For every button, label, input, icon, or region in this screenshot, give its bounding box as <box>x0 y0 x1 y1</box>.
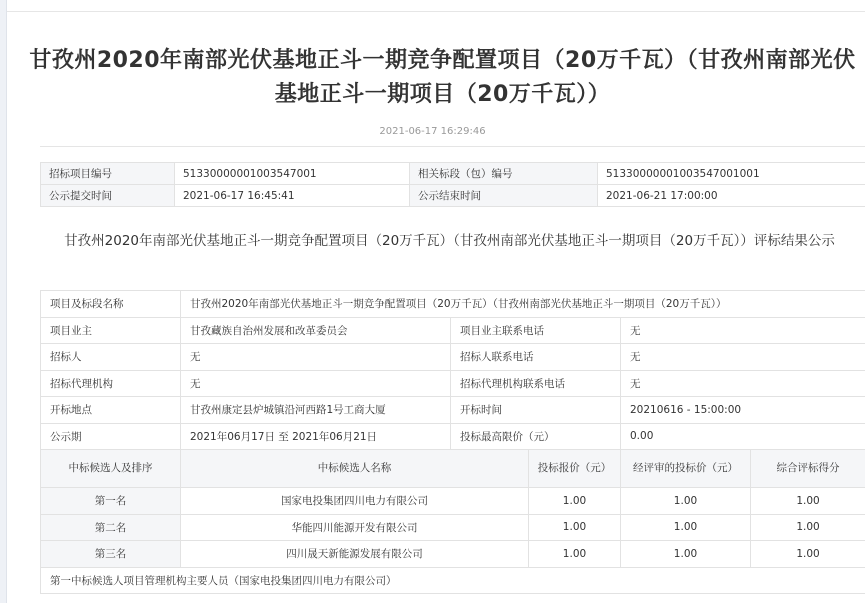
top-edge-rule <box>7 0 865 12</box>
candidate-row <box>41 488 865 515</box>
owner-phone-value: 无 <box>621 317 865 344</box>
candidate-row <box>41 541 865 568</box>
project-code-value: 51330000001003547001 <box>175 163 410 185</box>
table-row <box>41 397 865 424</box>
candidate-rank: 第一名 <box>41 488 181 515</box>
score-header: 综合评标得分 <box>751 450 865 488</box>
candidate-rank: 第二名 <box>41 514 181 541</box>
owner-label: 项目业主 <box>41 317 181 344</box>
project-name-label: 项目及标段名称 <box>41 291 181 318</box>
max-price-label: 投标最高限价（元） <box>451 423 621 450</box>
candidate-name: 华能四川能源开发有限公司 <box>181 514 529 541</box>
bid-price-header: 投标报价（元） <box>529 450 621 488</box>
agent-label: 招标代理机构 <box>41 370 181 397</box>
reviewed-price-header: 经评审的投标价（元） <box>621 450 751 488</box>
max-price-value: 0.00 <box>621 423 865 450</box>
open-time-label: 开标时间 <box>451 397 621 424</box>
owner-value: 甘孜藏族自治州发展和改革委员会 <box>181 317 451 344</box>
table-row <box>41 291 865 318</box>
owner-phone-label: 项目业主联系电话 <box>451 317 621 344</box>
tenderer-value: 无 <box>181 344 451 371</box>
candidate-name-header: 中标候选人名称 <box>181 450 529 488</box>
publish-timestamp: 2021-06-17 16:29:46 <box>379 126 486 137</box>
candidate-name: 四川晟天新能源发展有限公司 <box>181 541 529 568</box>
tenderer-phone-value: 无 <box>621 344 865 371</box>
location-label: 开标地点 <box>41 397 181 424</box>
candidate-score: 1.00 <box>751 514 865 541</box>
tender-info-table <box>40 162 865 207</box>
submit-time-label: 公示提交时间 <box>41 185 175 207</box>
agent-phone-label: 招标代理机构联系电话 <box>451 370 621 397</box>
submit-time-value: 2021-06-17 16:45:41 <box>175 185 410 207</box>
page-title: 甘孜州2020年南部光伏基地正斗一期竞争配置项目（20万千瓦）（甘孜州南部光伏基地正斗一期项目（20万千瓦）） <box>29 48 856 107</box>
announcement-subtitle: 甘孜州2020年南部光伏基地正斗一期竞争配置项目（20万千瓦）（甘孜州南部光伏基地正斗一期项目（20万千瓦））评标结果公示 <box>64 233 835 249</box>
project-name-value: 甘孜州2020年南部光伏基地正斗一期竞争配置项目（20万千瓦）（甘孜州南部光伏基地正斗一期项目（20万千瓦）） <box>181 291 865 318</box>
candidate-reviewed-price: 1.00 <box>621 514 751 541</box>
tenderer-label: 招标人 <box>41 344 181 371</box>
project-code-label: 招标项目编号 <box>41 163 175 185</box>
rank-header: 中标候选人及排序 <box>41 450 181 488</box>
end-time-label: 公示结束时间 <box>410 185 598 207</box>
candidate-header-row <box>41 450 865 488</box>
table-row <box>41 567 865 593</box>
table-row <box>41 344 865 371</box>
candidate-bid-price: 1.00 <box>529 541 621 568</box>
tenderer-phone-label: 招标人联系电话 <box>451 344 621 371</box>
location-value: 甘孜州康定县炉城镇沿河西路1号工商大厦 <box>181 397 451 424</box>
period-value: 2021年06月17日 至 2021年06月21日 <box>181 423 451 450</box>
staff-note: 第一中标候选人项目管理机构主要人员（国家电投集团四川电力有限公司） <box>41 567 865 593</box>
candidate-score: 1.00 <box>751 541 865 568</box>
agent-phone-value: 无 <box>621 370 865 397</box>
candidate-bid-price: 1.00 <box>529 514 621 541</box>
table-row <box>41 163 865 185</box>
agent-value: 无 <box>181 370 451 397</box>
period-label: 公示期 <box>41 423 181 450</box>
candidate-score: 1.00 <box>751 488 865 515</box>
candidate-name: 国家电投集团四川电力有限公司 <box>181 488 529 515</box>
candidate-rank: 第三名 <box>41 541 181 568</box>
candidate-reviewed-price: 1.00 <box>621 541 751 568</box>
left-edge-rule <box>0 0 7 603</box>
section-code-value: 51330000001003547001001 <box>598 163 865 185</box>
table-row <box>41 185 865 207</box>
candidate-bid-price: 1.00 <box>529 488 621 515</box>
table-row <box>41 317 865 344</box>
candidate-reviewed-price: 1.00 <box>621 488 751 515</box>
open-time-value: 20210616 - 15:00:00 <box>621 397 865 424</box>
section-code-label: 相关标段（包）编号 <box>410 163 598 185</box>
evaluation-result-table <box>40 290 865 594</box>
table-row <box>41 370 865 397</box>
candidate-row <box>41 514 865 541</box>
end-time-value: 2021-06-21 17:00:00 <box>598 185 865 207</box>
table-row <box>41 423 865 450</box>
divider <box>40 146 865 147</box>
